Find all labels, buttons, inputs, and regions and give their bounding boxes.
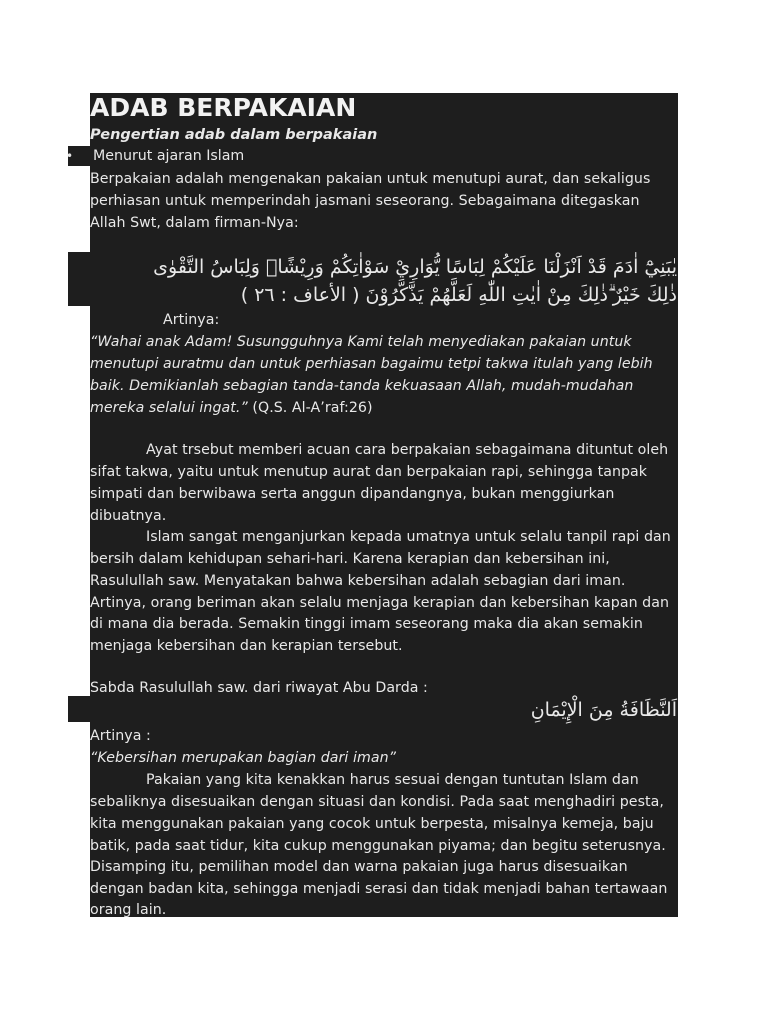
hadith-highlight — [68, 696, 92, 722]
paragraph-line: Islam sangat menganjurkan kepada umatnya untuk selalu tanpil rapi dan — [146, 529, 671, 545]
paragraph-line: dengan badan kita, sehingga menjadi serasi dan tidak menjadi bahan tertawaan — [90, 881, 668, 897]
paragraph-line: Disamping itu, pemilihan model dan warna pakaian juga harus disesuaikan — [90, 859, 628, 875]
paragraph-line: dibuatnya. — [90, 508, 167, 524]
paragraph-line: sebaliknya disesuaikan dengan situasi dan kondisi. Pada saat menghadiri pesta, — [90, 794, 664, 810]
paragraph-line: Pakaian yang kita kenakkan harus sesuai dengan tuntutan Islam dan — [146, 772, 639, 788]
quote-last-line — [90, 397, 373, 419]
paragraph-line: orang lain. — [90, 902, 167, 918]
artinya-label: Artinya: — [163, 312, 220, 328]
section-subtitle: Pengertian adab dalam berpakaian — [90, 127, 378, 143]
paragraph-line: kita menggunakan pakaian yang cocok untuk berpesta, misalnya kemeja, baju — [90, 816, 654, 832]
paragraph-line: sifat takwa, yaitu untuk menutup aurat dan berpakaian rapi, sehingga tanpak — [90, 464, 648, 480]
intro-line: perhiasan untuk memperindah jasmani seseorang. Sebagaimana ditegaskan — [90, 193, 640, 209]
paragraph-line: batik, pada saat tidur, kita cukup menggunakan piyama; dan begitu seterusnya. — [90, 838, 666, 854]
intro-line: Berpakaian adalah mengenakan pakaian untuk menutupi aurat, dan sekaligus — [90, 171, 651, 187]
paragraph-line: Ayat trsebut memberi acuan cara berpakaian sebagaimana dituntut oleh — [146, 442, 669, 458]
hadith-translation: “Kebersihan merupakan bagian dari iman” — [90, 750, 397, 766]
intro-line: Allah Swt, dalam firman-Nya: — [90, 215, 299, 231]
ayat-highlight — [68, 252, 92, 306]
hadith-intro: Sabda Rasulullah saw. dari riwayat Abu Darda : — [90, 680, 428, 696]
paragraph-line: Artinya, orang beriman akan selalu menjaga kerapian dan kebersihan kapan dan — [90, 595, 670, 611]
artinya-label: Artinya : — [90, 728, 151, 744]
bullet-icon: • — [66, 149, 74, 163]
bullet-item: Menurut ajaran Islam — [93, 148, 245, 164]
quote-line: baik. Demikianlah sebagian tanda-tanda kekuasaan Allah, mudah-mudahan — [90, 378, 634, 394]
paragraph-line: menjaga kebersihan dan kerapian tersebut. — [90, 638, 403, 654]
quote-reference: (Q.S. Al-A’raf:26) — [247, 400, 373, 416]
paragraph-line: Rasulullah saw. Menyatakan bahwa kebersihan adalah sebagian dari iman. — [90, 573, 626, 589]
paragraph-line: di mana dia berada. Semakin tinggi imam seseorang maka dia akan semakin — [90, 616, 643, 632]
quote-line: “Wahai anak Adam! Susungguhnya Kami telah menyediakan pakaian untuk — [90, 334, 632, 350]
page-title: ADAB BERPAKAIAN — [90, 93, 357, 122]
paragraph-line: bersih dalam kehidupan sehari-hari. Karena kerapian dan kebersihan ini, — [90, 551, 610, 567]
paragraph-line: simpati dan berwibawa serta anggun dipandangnya, bukan menggiurkan — [90, 486, 615, 502]
quote-line: menutupi auratmu dan untuk perhiasan bagaimu tetpi takwa itulah yang lebih — [90, 356, 653, 372]
hadith-arabic: اَلنَّظَافَةُ مِنَ الْإِيْمَانِ — [530, 699, 677, 721]
ayat-line: يٰبَنِيْٓ اٰدَمَ قَدْ اَنْزَلْنَا عَلَيْكُمْ لِبَاسًا يُّوَارِيْ سَوْاٰتِكُمْ وَرِيْشًاۗ وَلِبَاسُ التَّقْوٰى — [153, 256, 677, 278]
ayat-line: ذٰلِكَ خَيْرٌ ۗذٰلِكَ مِنْ اٰيٰتِ اللّٰهِ لَعَلَّهُمْ يَذَّكَّرُوْنَ ( الأعاف : ٢٦ ) — [240, 284, 677, 306]
quote-line-end: mereka selalui ingat.” — [90, 400, 248, 416]
